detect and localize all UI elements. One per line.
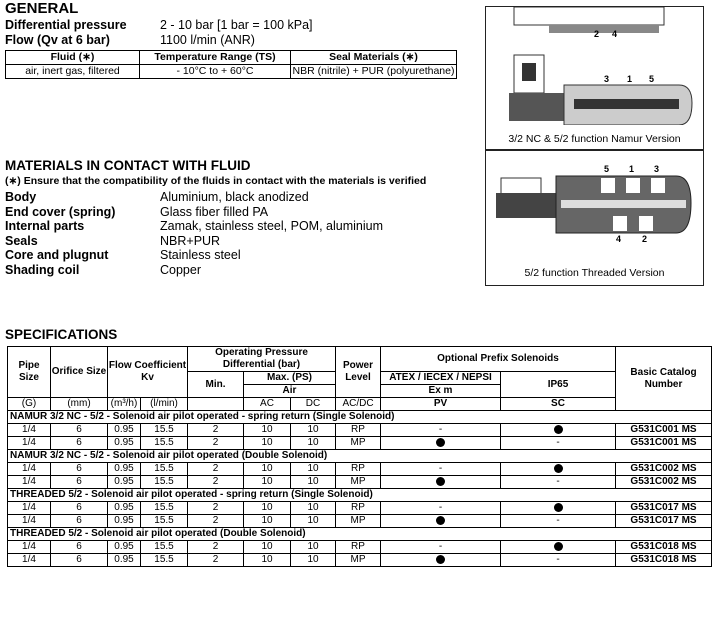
cell: 10 [244, 437, 291, 450]
catalog-number: G531C002 MS [616, 463, 712, 476]
cell: 10 [291, 502, 336, 515]
section-title: NAMUR 3/2 NC - 5/2 - Solenoid air pilot operated (Double Solenoid) [8, 450, 712, 463]
cell: 2 [188, 502, 244, 515]
cell: 1/4 [8, 541, 51, 554]
table-row [8, 502, 712, 515]
cell: 0.95 [108, 554, 141, 567]
catalog-number: G531C001 MS [616, 437, 712, 450]
specs-title: SPECIFICATIONS [5, 327, 118, 342]
cell: 6 [51, 502, 108, 515]
cell: MP [336, 437, 381, 450]
cell: 10 [244, 424, 291, 437]
figure-threaded [485, 149, 704, 286]
cell: - [381, 424, 501, 437]
svg-text:5: 5 [649, 74, 655, 84]
cell: 10 [291, 476, 336, 489]
cell: RP [336, 463, 381, 476]
cell: 10 [291, 437, 336, 450]
cell: - [381, 502, 501, 515]
flow-label: Flow (Qv at 6 bar) [5, 33, 110, 47]
cell: 2 [188, 476, 244, 489]
svg-text:2: 2 [594, 29, 600, 39]
section-row [8, 528, 712, 541]
unit-cell: SC [501, 398, 616, 411]
cell: 15.5 [141, 554, 188, 567]
section-row [8, 411, 712, 424]
section-row [8, 450, 712, 463]
section-row [8, 489, 712, 502]
material-value: NBR+PUR [160, 233, 221, 248]
material-value: Copper [160, 262, 201, 277]
cell: 2 [188, 424, 244, 437]
available-dot-icon [381, 437, 501, 450]
th-pipe-size: Pipe Size [8, 347, 51, 398]
svg-text:2: 2 [642, 234, 648, 243]
material-label: Body [5, 190, 37, 204]
cell: 10 [244, 554, 291, 567]
cell: 2 [188, 437, 244, 450]
cell: 0.95 [108, 437, 141, 450]
flow-value: 1100 l/min (ANR) [160, 33, 255, 47]
material-value: Glass fiber filled PA [160, 204, 269, 219]
cell: 10 [244, 541, 291, 554]
catalog-number: G531C018 MS [616, 554, 712, 567]
material-label: Core and plugnut [5, 248, 109, 262]
cell: 1/4 [8, 424, 51, 437]
section-title: NAMUR 3/2 NC - 5/2 - Solenoid air pilot operated - spring return (Single Solenoid) [8, 411, 712, 424]
svg-text:4: 4 [612, 29, 618, 39]
cell: RP [336, 502, 381, 515]
cell: 6 [51, 424, 108, 437]
available-dot-icon [381, 476, 501, 489]
unit-cell: AC/DC [336, 398, 381, 411]
material-label: Seals [5, 233, 38, 248]
cell: 10 [244, 463, 291, 476]
material-value: Zamak, stainless steel, POM, aluminium [160, 219, 383, 233]
cell: 0.95 [108, 463, 141, 476]
cell: 0.95 [108, 502, 141, 515]
cell: 6 [51, 554, 108, 567]
section-title: THREADED 5/2 - Solenoid air pilot operated - spring return (Single Solenoid) [8, 489, 712, 502]
temp-value: - 10°C to + 60°C [140, 65, 291, 79]
material-label: Shading coil [5, 262, 80, 277]
cell: 15.5 [141, 437, 188, 450]
available-dot-icon [501, 463, 616, 476]
available-dot-icon [501, 424, 616, 437]
table-row [8, 424, 712, 437]
threaded-caption: 5/2 function Threaded Version [524, 267, 665, 279]
seal-value: NBR (nitrile) + PUR (polyurethane) [291, 65, 457, 79]
catalog-number: G531C002 MS [616, 476, 712, 489]
catalog-number: G531C017 MS [616, 502, 712, 515]
unit-cell: (m³/h) [108, 398, 141, 411]
diff-pressure-value: 2 - 10 bar [1 bar = 100 kPa] [160, 18, 313, 32]
table-row [8, 541, 712, 554]
cell: 0.95 [108, 515, 141, 528]
cell: MP [336, 554, 381, 567]
cell: 6 [51, 515, 108, 528]
cell: 10 [291, 554, 336, 567]
th-orifice-size: Orifice Size [51, 347, 108, 398]
cell: - [381, 463, 501, 476]
cell: 15.5 [141, 502, 188, 515]
cell: 6 [51, 541, 108, 554]
catalog-number: G531C001 MS [616, 424, 712, 437]
cell: 1/4 [8, 437, 51, 450]
cell: - [501, 437, 616, 450]
th-flow-coefficient: Flow Coefficient Kv [108, 347, 188, 398]
unit-cell: (mm) [51, 398, 108, 411]
th-atex: ATEX / IECEX / NEPSI [381, 372, 501, 385]
available-dot-icon [381, 554, 501, 567]
cell: 15.5 [141, 541, 188, 554]
th-max: Max. (PS) [244, 372, 336, 385]
fluid-value: air, inert gas, filtered [6, 65, 140, 79]
threaded-valve-drawing-icon [491, 158, 696, 243]
cell: MP [336, 515, 381, 528]
cell: 15.5 [141, 463, 188, 476]
cell: 2 [188, 463, 244, 476]
cell: 2 [188, 554, 244, 567]
cell: 6 [51, 476, 108, 489]
catalog-number: G531C017 MS [616, 515, 712, 528]
th-ip65: IP65 [501, 372, 616, 398]
cell: 1/4 [8, 515, 51, 528]
th-fluid: Fluid (∗) [6, 51, 140, 65]
materials-title: MATERIALS IN CONTACT WITH FLUID [5, 158, 251, 173]
th-seal: Seal Materials (∗) [291, 51, 457, 65]
unit-cell: (l/min) [141, 398, 188, 411]
materials-note: (∗) Ensure that the compatibility of the fluids in contact with the materials is verified [5, 175, 427, 187]
cell: 15.5 [141, 515, 188, 528]
svg-text:5: 5 [604, 164, 610, 174]
svg-text:3: 3 [654, 164, 660, 174]
unit-cell [188, 398, 244, 411]
namur-valve-drawing-icon [494, 7, 694, 125]
cell: 2 [188, 515, 244, 528]
material-label: Internal parts [5, 219, 85, 233]
th-exm: Ex m [381, 385, 501, 398]
specifications-table [7, 346, 712, 567]
general-title: GENERAL [5, 0, 79, 17]
unit-cell: PV [381, 398, 501, 411]
cell: 1/4 [8, 502, 51, 515]
svg-text:4: 4 [616, 234, 622, 243]
available-dot-icon [381, 515, 501, 528]
th-air: Air [244, 385, 336, 398]
material-value: Stainless steel [160, 248, 241, 262]
cell: MP [336, 476, 381, 489]
cell: 1/4 [8, 476, 51, 489]
catalog-number: G531C018 MS [616, 541, 712, 554]
section-title: THREADED 5/2 - Solenoid air pilot operated (Double Solenoid) [8, 528, 712, 541]
svg-text:3: 3 [604, 74, 610, 84]
cell: 10 [291, 463, 336, 476]
table-row [8, 476, 712, 489]
table-row [8, 463, 712, 476]
available-dot-icon [501, 502, 616, 515]
available-dot-icon [501, 541, 616, 554]
cell: 0.95 [108, 424, 141, 437]
svg-text:1: 1 [629, 164, 635, 174]
cell: - [381, 541, 501, 554]
cell: 15.5 [141, 476, 188, 489]
figure-namur [485, 6, 704, 151]
cell: RP [336, 424, 381, 437]
cell: 0.95 [108, 476, 141, 489]
cell: 10 [244, 476, 291, 489]
cell: 2 [188, 541, 244, 554]
th-power-level: Power Level [336, 347, 381, 398]
unit-cell: AC [244, 398, 291, 411]
cell: - [501, 554, 616, 567]
cell: 10 [291, 515, 336, 528]
unit-cell: DC [291, 398, 336, 411]
table-row [8, 515, 712, 528]
general-table [5, 50, 457, 79]
cell: 6 [51, 437, 108, 450]
cell: 10 [291, 424, 336, 437]
th-operating-pressure: Operating Pressure Differential (bar) [188, 347, 336, 372]
cell: 1/4 [8, 554, 51, 567]
material-label: End cover (spring) [5, 204, 116, 219]
table-row [8, 554, 712, 567]
table-row [8, 437, 712, 450]
namur-caption: 3/2 NC & 5/2 function Namur Version [508, 133, 681, 145]
material-value: Aluminium, black anodized [160, 190, 309, 204]
th-optional-prefix: Optional Prefix Solenoids [381, 347, 616, 372]
cell: 15.5 [141, 424, 188, 437]
cell: 10 [244, 515, 291, 528]
cell: 6 [51, 463, 108, 476]
cell: RP [336, 541, 381, 554]
th-min: Min. [188, 372, 244, 398]
diff-pressure-label: Differential pressure [5, 18, 127, 32]
unit-cell: (G) [8, 398, 51, 411]
cell: 10 [291, 541, 336, 554]
svg-text:1: 1 [627, 74, 633, 84]
cell: - [501, 515, 616, 528]
cell: 1/4 [8, 463, 51, 476]
th-temp: Temperature Range (TS) [140, 51, 291, 65]
cell: 0.95 [108, 541, 141, 554]
cell: 10 [244, 502, 291, 515]
cell: - [501, 476, 616, 489]
th-catalog-number: Basic Catalog Number [616, 347, 712, 411]
